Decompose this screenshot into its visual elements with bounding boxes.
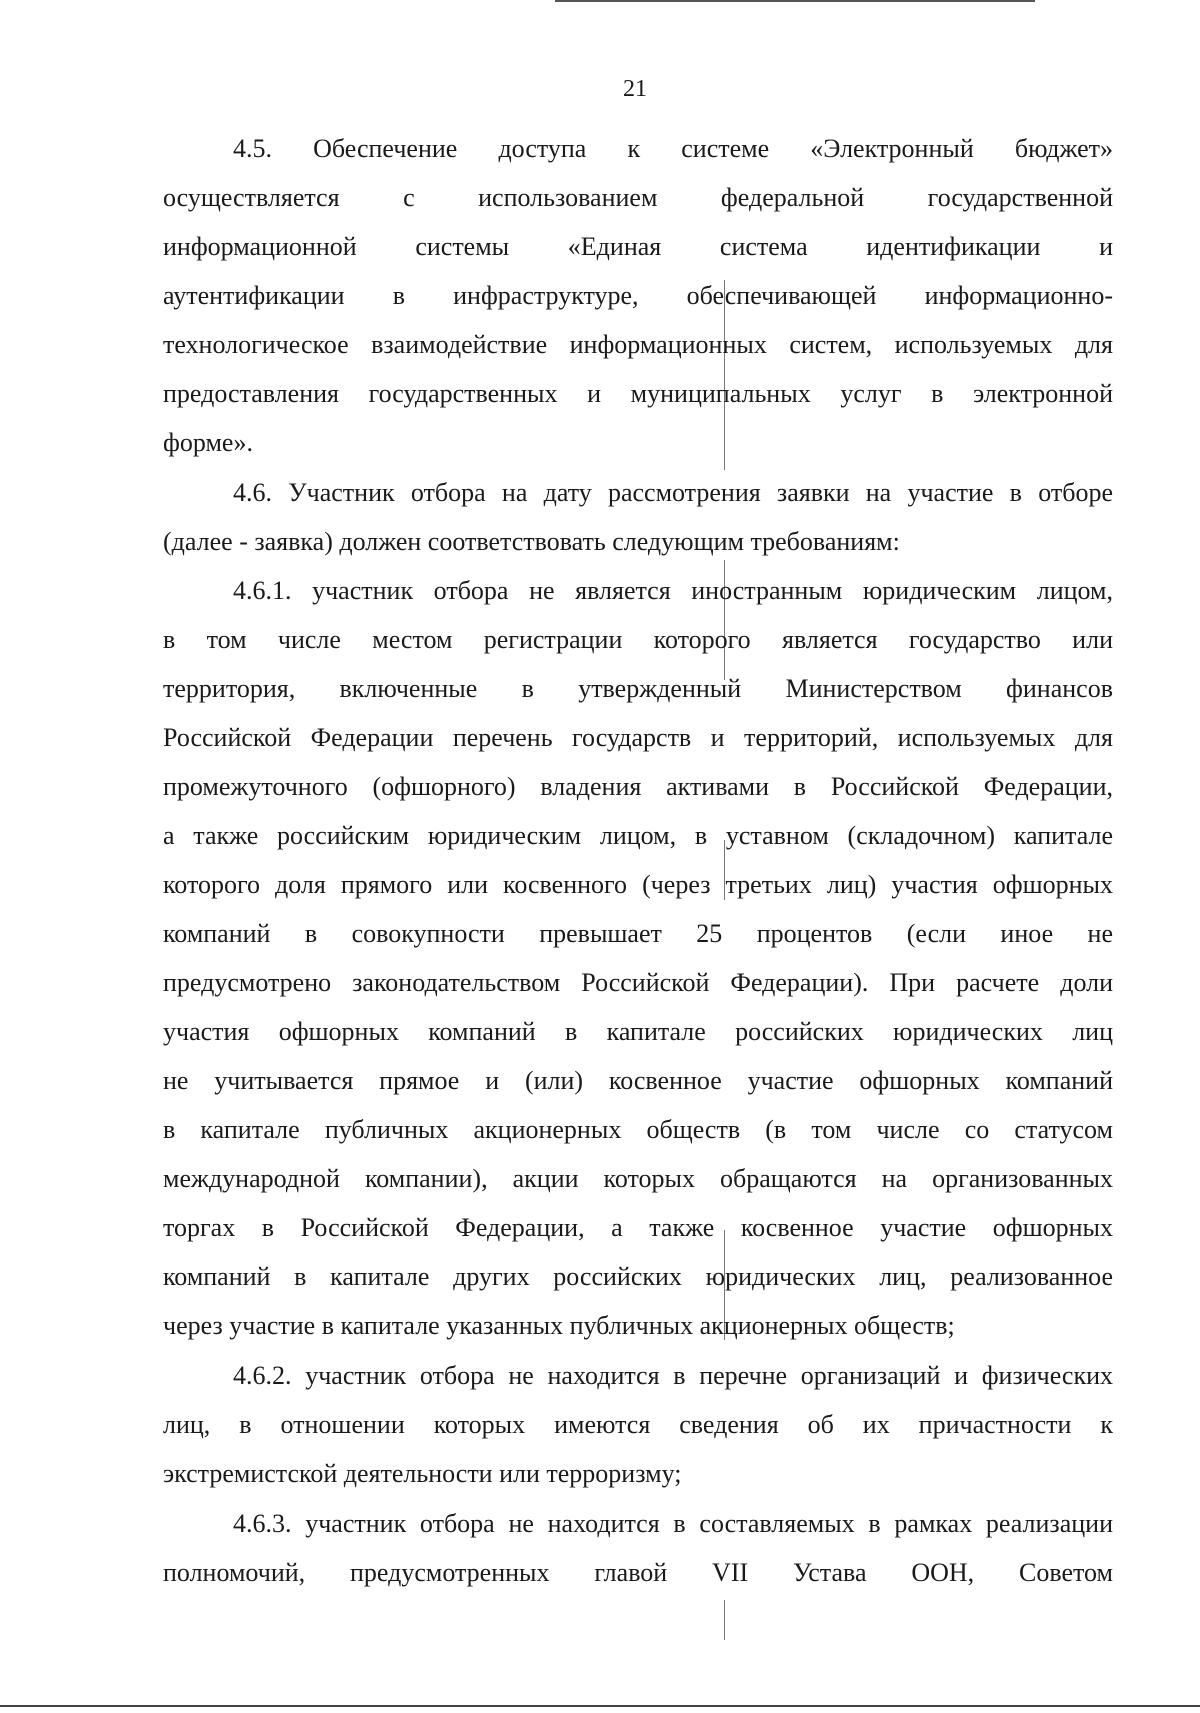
text-line: промежуточного (офшорного) владения активами в Российской Федерации, [163,772,1113,801]
text-line: компаний в совокупности превышает 25 процентов (если иное не [163,919,1113,948]
text-line: в капитале публичных акционерных обществ (в том числе со статусом [163,1115,1113,1144]
text-line: технологическое взаимодействие информационных систем, используемых для [163,330,1113,359]
text-line: предоставления государственных и муниципальных услуг в электронной [163,379,1113,408]
text-line: компаний в капитале других российских юридических лиц, реализованное [163,1262,1113,1291]
text-line: лиц, в отношении которых имеются сведения об их причастности к [163,1410,1113,1439]
text-line: экстремистской деятельности или терроризму; [163,1459,682,1488]
scan-fold-mark [724,1600,725,1640]
text-line: полномочий, предусмотренных главой VII Устава ООН, Советом [163,1558,1113,1587]
text-line: 4.6.2. участник отбора не находится в перечне организаций и физических [233,1361,1113,1390]
text-line: торгах в Российской Федерации, а также косвенное участие офшорных [163,1213,1113,1242]
text-line: через участие в капитале указанных публичных акционерных обществ; [163,1311,955,1340]
text-line: территория, включенные в утвержденный Министерством финансов [163,674,1113,703]
text-line: 4.6. Участник отбора на дату рассмотрения заявки на участие в отборе [233,478,1113,507]
text-line: международной компании), акции которых обращаются на организованных [163,1164,1113,1193]
text-line: аутентификации в инфраструктуре, обеспечивающей информационно- [163,281,1113,310]
text-line: а также российским юридическим лицом, в уставном (складочном) капитале [163,821,1113,850]
text-line: 4.6.1. участник отбора не является иностранным юридическим лицом, [233,576,1113,605]
text-line: форме». [163,428,253,457]
page-number: 21 [623,76,647,102]
text-line: не учитывается прямое и (или) косвенное участие офшорных компаний [163,1066,1113,1095]
text-line: предусмотрено законодательством Российской Федерации). При расчете доли [163,968,1113,997]
scan-artifact-top-line [555,0,1035,2]
scan-artifact-bottom-line [0,1705,1200,1707]
text-line: участия офшорных компаний в капитале российских юридических лиц [163,1017,1113,1046]
text-line: информационной системы «Единая система идентификации и [163,232,1113,261]
text-line: 4.5. Обеспечение доступа к системе «Электронный бюджет» [233,134,1113,163]
text-line: в том числе местом регистрации которого является государство или [163,625,1113,654]
text-line: Российской Федерации перечень государств и территорий, используемых для [163,723,1113,752]
text-line: осуществляется с использованием федеральной государственной [163,183,1113,212]
text-line: (далее - заявка) должен соответствовать следующим требованиям: [163,527,900,556]
text-line: 4.6.3. участник отбора не находится в составляемых в рамках реализации [233,1509,1113,1538]
text-line: которого доля прямого или косвенного (через третьих лиц) участия офшорных [163,870,1113,899]
